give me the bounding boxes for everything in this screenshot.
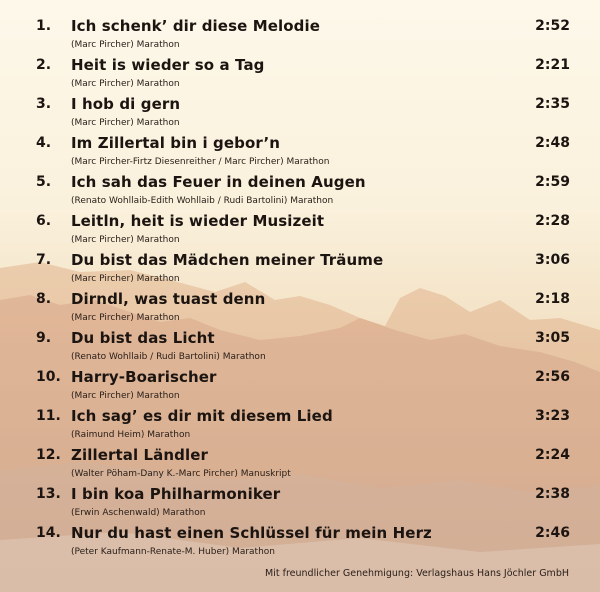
track-row [0, 133, 600, 172]
track-title: Harry-Boarischer [71, 368, 217, 386]
track-title: I hob di gern [71, 95, 181, 113]
track-row [0, 94, 600, 133]
track-credit: (Marc Pircher) Marathon [71, 313, 180, 323]
track-title: Nur du hast einen Schlüssel für mein Herz [71, 524, 432, 542]
track-row [0, 211, 600, 250]
track-credit: (Marc Pircher) Marathon [71, 274, 180, 284]
track-number: 6. [36, 213, 52, 229]
track-number: 12. [36, 447, 61, 463]
track-title: Du bist das Licht [71, 329, 215, 347]
track-row [0, 367, 600, 406]
track-duration: 2:52 [535, 18, 570, 34]
track-duration: 3:23 [535, 408, 570, 424]
track-number: 1. [36, 18, 52, 34]
track-duration: 2:46 [535, 525, 570, 541]
track-duration: 2:21 [535, 57, 570, 73]
track-duration: 2:28 [535, 213, 570, 229]
track-title: Zillertal Ländler [71, 446, 209, 464]
track-title: Du bist das Mädchen meiner Träume [71, 251, 384, 269]
track-row [0, 289, 600, 328]
track-number: 10. [36, 369, 61, 385]
track-row [0, 172, 600, 211]
track-duration: 2:35 [535, 96, 570, 112]
track-credit: (Marc Pircher) Marathon [71, 391, 180, 401]
track-duration: 2:59 [535, 174, 570, 190]
track-number: 4. [36, 135, 52, 151]
track-number: 11. [36, 408, 61, 424]
track-credit: (Marc Pircher) Marathon [71, 235, 180, 245]
track-title: Heit is wieder so a Tag [71, 56, 265, 74]
track-credit: (Erwin Aschenwald) Marathon [71, 508, 206, 518]
track-number: 13. [36, 486, 61, 502]
track-row [0, 445, 600, 484]
track-row [0, 16, 600, 55]
track-title: Dirndl, was tuast denn [71, 290, 266, 308]
track-credit: (Marc Pircher) Marathon [71, 118, 180, 128]
track-duration: 3:05 [535, 330, 570, 346]
track-duration: 2:38 [535, 486, 570, 502]
track-credit: (Marc Pircher-Firtz Diesenreither / Marc Pircher) Marathon [71, 157, 330, 167]
track-duration: 2:48 [535, 135, 570, 151]
track-number: 14. [36, 525, 61, 541]
track-title: I bin koa Philharmoniker [71, 485, 281, 503]
track-title: Ich sag’ es dir mit diesem Lied [71, 407, 333, 425]
track-title: Im Zillertal bin i gebor’n [71, 134, 281, 152]
track-number: 8. [36, 291, 52, 307]
track-number: 9. [36, 330, 52, 346]
track-duration: 2:56 [535, 369, 570, 385]
track-credit: (Marc Pircher) Marathon [71, 79, 180, 89]
track-credit: (Raimund Heim) Marathon [71, 430, 191, 440]
track-credit: (Renato Wohllaib / Rudi Bartolini) Marathon [71, 352, 266, 362]
track-row [0, 250, 600, 289]
track-credit: (Renato Wohllaib-Edith Wohllaib / Rudi Bartolini) Marathon [71, 196, 334, 206]
track-number: 5. [36, 174, 52, 190]
track-title: Leitln, heit is wieder Musizeit [71, 212, 325, 230]
copyright-notice: Mit freundlicher Genehmigung: Verlagshaus Hans Jöchler GmbH [265, 568, 569, 579]
track-row [0, 406, 600, 445]
track-number: 2. [36, 57, 52, 73]
track-title: Ich schenk’ dir diese Melodie [71, 17, 320, 35]
track-number: 3. [36, 96, 52, 112]
track-row [0, 55, 600, 94]
track-row [0, 523, 600, 562]
track-duration: 3:06 [535, 252, 570, 268]
track-number: 7. [36, 252, 52, 268]
track-credit: (Peter Kaufmann-Renate-M. Huber) Marathon [71, 547, 275, 557]
track-duration: 2:18 [535, 291, 570, 307]
track-row [0, 484, 600, 523]
track-title: Ich sah das Feuer in deinen Augen [71, 173, 366, 191]
track-credit: (Walter Pöham-Dany K.-Marc Pircher) Manuskript [71, 469, 291, 479]
track-duration: 2:24 [535, 447, 570, 463]
track-row [0, 328, 600, 367]
track-credit: (Marc Pircher) Marathon [71, 40, 180, 50]
